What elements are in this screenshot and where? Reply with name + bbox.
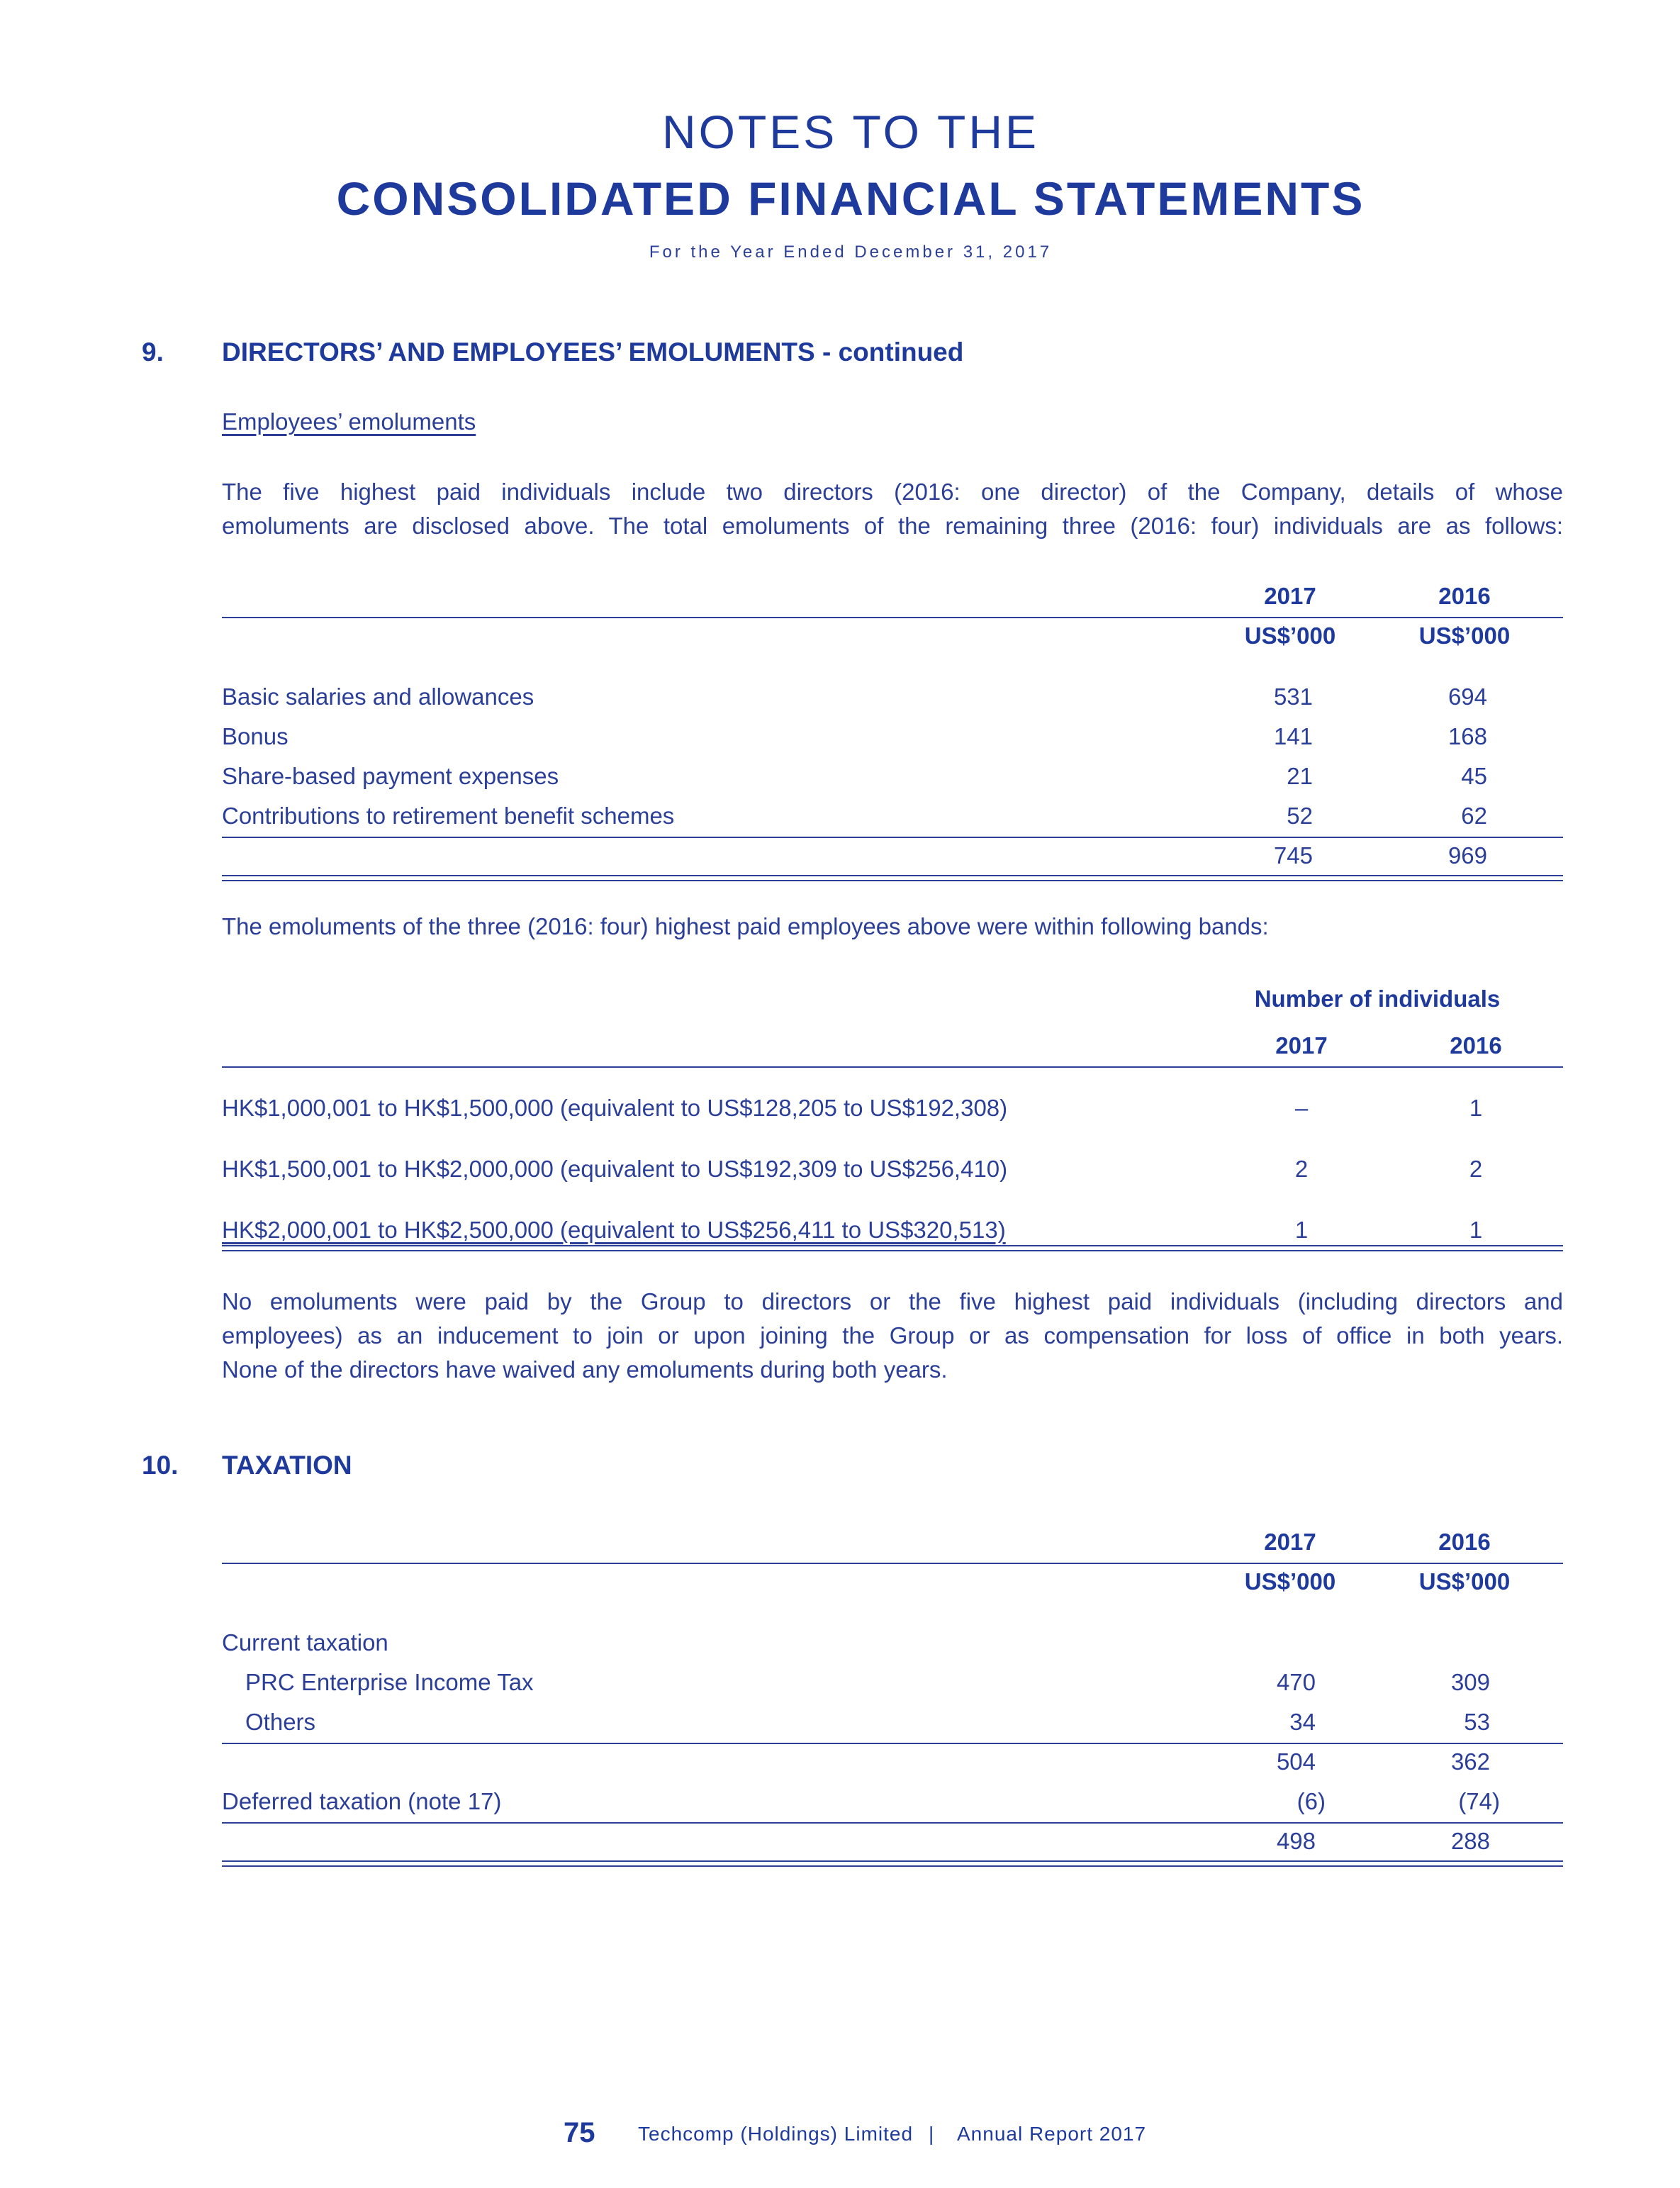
footer-company: Techcomp (Holdings) Limited (638, 2123, 914, 2145)
footer-separator: | (929, 2123, 935, 2145)
total-double-rule (222, 875, 1563, 881)
total-2017: 498 (1276, 1828, 1316, 1854)
section-10-title: TAXATION (222, 1451, 352, 1480)
table-row-label: Basic salaries and allowances (222, 683, 534, 710)
table-cell-2017: 531 (1273, 683, 1313, 710)
band-cell-2016: 1 (1469, 1095, 1483, 1121)
table-cell-2017: 34 (1289, 1709, 1316, 1735)
table-cell-2016: 309 (1450, 1669, 1490, 1695)
band-cell-2017: – (1294, 1095, 1309, 1121)
table-cell-2017: 141 (1273, 723, 1313, 749)
band-row-label: HK$1,000,001 to HK$1,500,000 (equivalent to US$128,205 to US$192,308) (222, 1095, 1008, 1121)
table-cell-2016: 53 (1464, 1709, 1490, 1735)
table-rule (222, 617, 1563, 618)
total-2017: 745 (1273, 842, 1313, 869)
col-header-2016: 2016 (1438, 583, 1491, 609)
subtotal-2016: 362 (1450, 1748, 1490, 1775)
intro-paragraph-line1: The five highest paid individuals include two directors (2016: one director) of the Company, details of whose (222, 479, 1563, 505)
closing-paragraph-line1: No emoluments were paid by the Group to directors or the five highest paid individuals (including directors and (222, 1288, 1563, 1315)
band-cell-2017: 1 (1294, 1217, 1309, 1243)
band-cell-2016: 1 (1469, 1217, 1483, 1243)
number-of-individuals-header: Number of individuals (1254, 986, 1501, 1012)
table-row-label: Share-based payment expenses (222, 763, 559, 789)
band-row-label: HK$1,500,001 to HK$2,000,000 (equivalent to US$192,309 to US$256,410) (222, 1156, 1008, 1182)
table-cell-2016: 694 (1447, 683, 1487, 710)
col-header-2017: 2017 (1264, 583, 1316, 609)
page-subtitle: For the Year Ended December 31, 2017 (649, 242, 1053, 262)
header-line1: NOTES TO THE (661, 106, 1040, 158)
table-rule (222, 1066, 1563, 1068)
band-cell-2017: 2 (1294, 1156, 1309, 1182)
table-cell-2017: 21 (1287, 763, 1313, 789)
footer-report: Annual Report 2017 (957, 2123, 1147, 2145)
col-header-2017: 2017 (1264, 1529, 1316, 1555)
table-row-label: Others (245, 1709, 316, 1735)
total-double-rule (222, 1245, 1563, 1251)
col-unit-2017: US$’000 (1244, 1568, 1336, 1595)
current-taxation-label: Current taxation (222, 1629, 388, 1656)
band-row-label: HK$2,000,001 to HK$2,500,000 (equivalent to US$256,411 to US$320,513) (222, 1217, 1006, 1243)
subtotal-2017: 504 (1276, 1748, 1316, 1775)
subtotal-rule (222, 1822, 1563, 1824)
page-title: CONSOLIDATED FINANCIAL STATEMENTS (336, 172, 1365, 225)
section-10-number: 10. (142, 1451, 179, 1480)
table-cell-2017: 470 (1276, 1669, 1316, 1695)
table-rule (222, 1563, 1563, 1564)
section-9-number: 9. (142, 337, 164, 367)
deferred-2016: (74) (1458, 1788, 1500, 1814)
col-header-2017: 2017 (1275, 1032, 1328, 1059)
table-row-label: Bonus (222, 723, 289, 749)
subtotal-rule (222, 1743, 1563, 1744)
employees-emoluments-subheading: Employees’ emoluments (222, 408, 476, 435)
col-unit-2016: US$’000 (1418, 1568, 1511, 1595)
subtotal-rule (222, 837, 1563, 838)
table-row-label: Contributions to retirement benefit schemes (222, 803, 675, 829)
col-header-2016: 2016 (1450, 1032, 1502, 1059)
table-cell-2016: 45 (1461, 763, 1487, 789)
total-2016: 288 (1450, 1828, 1490, 1854)
bands-intro: The emoluments of the three (2016: four) highest paid employees above were within following bands: (222, 913, 1269, 939)
col-unit-2016: US$’000 (1418, 623, 1511, 649)
total-double-rule (222, 1860, 1563, 1867)
closing-paragraph-line3: None of the directors have waived any emoluments during both years. (222, 1356, 948, 1383)
col-unit-2017: US$’000 (1244, 623, 1336, 649)
intro-paragraph-line2: emoluments are disclosed above. The total emoluments of the remaining three (2016: four) individuals are as follows: (222, 513, 1563, 539)
section-9-title: DIRECTORS’ AND EMPLOYEES’ EMOLUMENTS - continued (222, 337, 964, 367)
closing-paragraph-line2: employees) as an inducement to join or upon joining the Group or as compensation for loss of office in both years. (222, 1322, 1563, 1349)
deferred-taxation-label: Deferred taxation (note 17) (222, 1788, 502, 1814)
table-row-label: PRC Enterprise Income Tax (245, 1669, 534, 1695)
table-cell-2017: 52 (1287, 803, 1313, 829)
deferred-2017: (6) (1297, 1788, 1326, 1814)
band-cell-2016: 2 (1469, 1156, 1483, 1182)
table-cell-2016: 62 (1461, 803, 1487, 829)
total-2016: 969 (1447, 842, 1487, 869)
page-number: 75 (564, 2117, 595, 2148)
table-cell-2016: 168 (1447, 723, 1487, 749)
col-header-2016: 2016 (1438, 1529, 1491, 1555)
